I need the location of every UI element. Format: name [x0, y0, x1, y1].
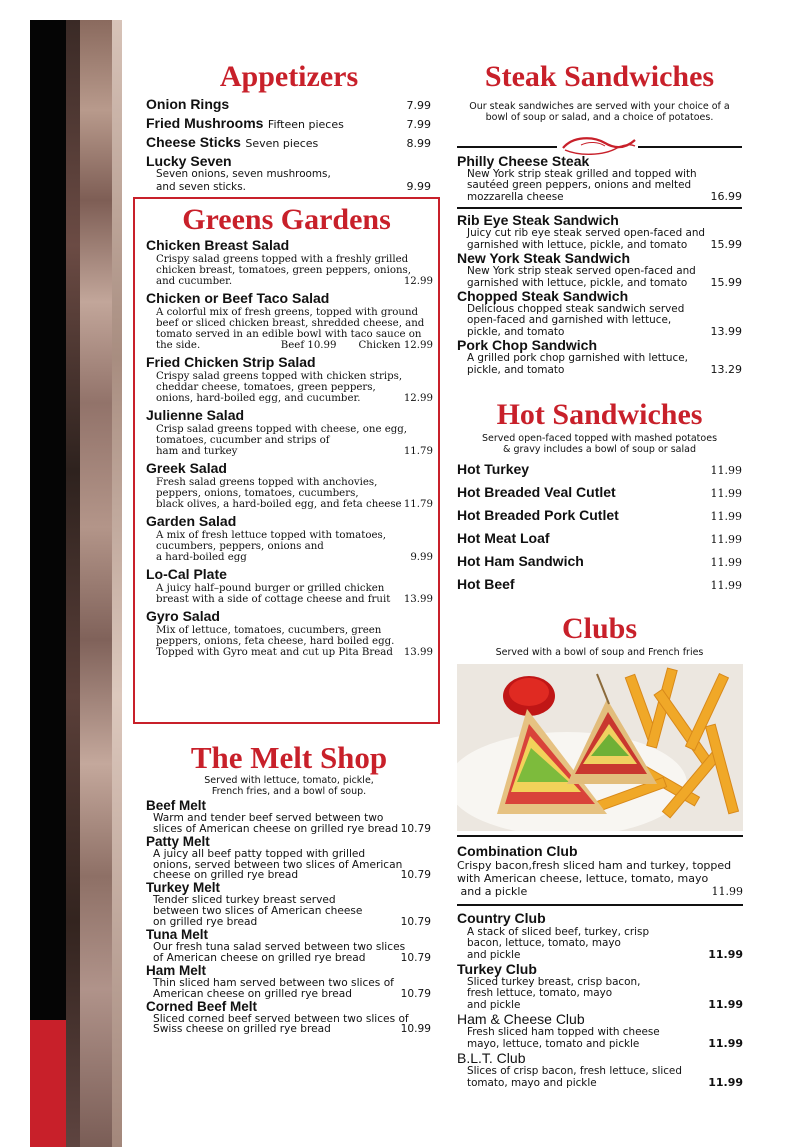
item-desc: Seven onions, seven mushrooms,: [156, 168, 331, 180]
item-price: 10.79: [400, 951, 431, 964]
item-desc-row: [146, 393, 433, 404]
item-desc: garnished with lettuce, pickle, and tomato: [467, 277, 688, 289]
item-desc: Juicy cut rib eye steak served open-faced and: [467, 227, 706, 239]
item-desc: Slices of crisp bacon, fresh lettuce, sliced: [467, 1065, 682, 1077]
list-item: [457, 507, 742, 530]
item-name: Hot Ham Sandwich: [457, 553, 584, 569]
item-name: B.L.T. Club: [457, 1050, 526, 1066]
item-desc: of American cheese on grilled rye bread: [153, 951, 366, 964]
item-price: 10.79: [400, 869, 431, 882]
list-item: [457, 910, 743, 961]
item-desc: garnished with lettuce, pickle, and tomato: [467, 239, 688, 251]
item-price: 11.99: [710, 579, 742, 592]
item-desc: and seven sticks.: [156, 181, 246, 193]
item-name: Fried Chicken Strip Salad: [146, 354, 316, 370]
list-item: [457, 576, 742, 599]
item-desc-row: [146, 499, 433, 510]
steak-subtitle-line: Our steak sandwiches are served with your choice of a: [469, 101, 730, 112]
list-item: [146, 290, 433, 351]
item-desc: A stack of sliced beef, turkey, crisp: [467, 926, 650, 938]
item-desc: mozzarella cheese: [467, 191, 564, 203]
item-name: Tuna Melt: [146, 926, 208, 942]
steak-list: [457, 154, 742, 376]
item-name: Lo-Cal Plate: [146, 566, 227, 582]
item-desc: Crispy bacon,fresh sliced ham and turkey, topped: [457, 859, 732, 872]
item-name: Philly Cheese Steak: [457, 153, 590, 169]
item-desc: Tender sliced turkey breast served: [153, 894, 336, 907]
item-desc: tomatoes, cucumber and strips of: [156, 435, 330, 446]
item-desc: Fresh salad greens topped with anchovies,: [156, 477, 378, 488]
item-desc: Our fresh tuna salad served between two slices: [153, 940, 406, 953]
list-item: [457, 553, 742, 576]
list-item: [146, 134, 431, 153]
item-desc: Thin sliced ham served between two slices of: [153, 976, 394, 989]
steak-subtitle: [457, 101, 742, 123]
item-price: 9.99: [406, 180, 431, 193]
item-name: Chopped Steak Sandwich: [457, 288, 629, 304]
list-item: [457, 289, 742, 338]
item-price: 11.99: [710, 464, 742, 477]
list-item: [146, 835, 431, 882]
steak-subtitle-line: bowl of soup or salad, and a choice of potatoes.: [485, 112, 714, 123]
item-price: 15.99: [710, 238, 742, 251]
item-desc: with American cheese, lettuce, tomato, mayo: [457, 872, 709, 885]
clubs-title: Clubs: [561, 612, 638, 645]
left-border-marble: [66, 20, 122, 1147]
list-item: [146, 513, 433, 563]
item-name: Gyro Salad: [146, 608, 220, 624]
melt-list: [146, 799, 431, 1035]
item-prices: [281, 340, 433, 351]
list-item: [457, 461, 742, 484]
section-rule: [457, 207, 742, 209]
item-desc: Sliced turkey breast, crisp bacon,: [467, 976, 641, 988]
item-desc: bacon, lettuce, tomato, mayo: [467, 937, 621, 949]
item-name: Turkey Melt: [146, 880, 221, 896]
item-price: 13.99: [403, 594, 433, 605]
item-desc: Mix of lettuce, tomatoes, cucumbers, green: [156, 625, 382, 636]
item-note: Fifteen pieces: [267, 118, 344, 131]
list-item: [146, 96, 431, 115]
item-desc: black olives, a hard-boiled egg, and feta cheese: [156, 499, 402, 510]
melt-subtitle-line: French fries, and a bowl of soup.: [211, 786, 367, 797]
item-price-beef: Beef 10.99: [280, 340, 337, 351]
item-name: Turkey Club: [457, 961, 537, 977]
list-item: [457, 484, 742, 507]
item-desc: a hard-boiled egg: [156, 552, 247, 563]
item-desc: Sliced corned beef served between two slices of: [153, 1012, 409, 1025]
item-price: 15.99: [710, 276, 742, 289]
hot-subtitle-line: Served open-faced topped with mashed potatoes: [481, 433, 718, 444]
greens-title: Greens Gardens: [182, 203, 391, 236]
item-name: New York Steak Sandwich: [457, 250, 630, 266]
list-item: [146, 964, 431, 1000]
item-name: Lucky Seven: [146, 153, 232, 169]
item-desc: Warm and tender beef served between two: [153, 812, 384, 824]
item-name: Hot Breaded Pork Cutlet: [457, 507, 619, 523]
item-name: Ham & Cheese Club: [457, 1011, 585, 1027]
item-desc: onions, hard-boiled egg, and cucumber.: [156, 393, 361, 404]
combo-top-rule: [457, 835, 743, 837]
item-desc: cheddar cheese, tomatoes, green peppers,: [156, 382, 376, 393]
item-name: Country Club: [457, 910, 546, 926]
appetizers-title: Appetizers: [219, 60, 359, 93]
item-name: Hot Turkey: [457, 461, 530, 477]
item-price: 11.99: [708, 1037, 743, 1050]
item-desc: New York strip steak served open-faced and: [467, 265, 696, 277]
item-price: 7.99: [406, 99, 431, 112]
list-item: [457, 961, 743, 1011]
item-name: Hot Beef: [457, 576, 515, 592]
item-price: 12.99: [403, 276, 433, 287]
item-name: Chicken Breast Salad: [146, 237, 290, 253]
list-item: [146, 153, 431, 193]
item-price: 9.99: [410, 552, 433, 563]
item-desc: Crisp salad greens topped with cheese, one egg,: [156, 424, 408, 435]
item-desc: peppers, onions, tomatoes, cucumbers,: [156, 488, 359, 499]
item-desc: A juicy half–pound burger or grilled chicken: [156, 583, 385, 594]
item-desc-row: [146, 647, 433, 658]
clubs-subtitle: Served with a bowl of soup and French fries: [495, 647, 704, 658]
item-price: 10.79: [400, 987, 431, 1000]
item-name: Pork Chop Sandwich: [457, 337, 598, 353]
item-name: Cheese Sticks: [146, 134, 241, 150]
item-note: Seven pieces: [245, 137, 319, 150]
list-item: [146, 407, 433, 457]
greens-list: [146, 237, 433, 661]
item-price: 11.99: [708, 948, 743, 961]
item-name: Hot Meat Loaf: [457, 530, 550, 546]
hot-subtitle: [457, 433, 742, 455]
left-border-red: [30, 1020, 66, 1147]
item-desc: A grilled pork chop garnished with lettuce,: [467, 352, 688, 364]
item-desc: breast with a side of cottage cheese and fruit: [156, 594, 391, 605]
item-desc: A colorful mix of fresh greens, topped with ground: [156, 307, 419, 318]
item-desc: American cheese on grilled rye bread: [153, 987, 352, 1000]
hot-list: [457, 461, 742, 599]
item-desc: slices of American cheese on grilled rye bread: [153, 822, 399, 835]
item-desc: sautéed green peppers, onions and melted: [467, 179, 692, 191]
item-price: 12.99: [403, 393, 433, 404]
item-desc-row: [146, 276, 433, 287]
clubs-list: [457, 910, 743, 1089]
item-price: 11.99: [711, 885, 743, 898]
steak-title: Steak Sandwiches: [484, 60, 715, 93]
item-price: 10.79: [400, 822, 431, 835]
item-desc: and a pickle: [457, 885, 528, 898]
list-item: [146, 799, 431, 835]
item-desc: and cucumber.: [156, 276, 233, 287]
item-desc: A mix of fresh lettuce topped with tomatoes,: [156, 530, 386, 541]
item-desc-row: [146, 594, 433, 605]
item-price: 11.99: [710, 510, 742, 523]
item-desc: tomato, mayo and pickle: [467, 1077, 597, 1089]
item-desc-row: [146, 446, 433, 457]
item-price: 7.99: [406, 118, 431, 131]
list-item: [146, 881, 431, 928]
item-desc: Crispy salad greens topped with a freshly grilled: [156, 254, 409, 265]
hot-title: Hot Sandwiches: [496, 398, 703, 431]
list-item: [146, 237, 433, 287]
appetizers-list: [146, 96, 431, 193]
melt-subtitle-line: Served with lettuce, tomato, pickle,: [204, 775, 374, 786]
combo-bottom-rule: [457, 904, 743, 906]
item-name: Ham Melt: [146, 962, 207, 978]
item-price-chicken: Chicken 12.99: [358, 340, 433, 351]
item-desc: pickle, and tomato: [467, 364, 565, 376]
item-desc: New York strip steak grilled and topped with: [467, 168, 697, 180]
item-name: Onion Rings: [146, 96, 230, 112]
item-price: 10.99: [400, 1023, 431, 1036]
item-desc: Swiss cheese on grilled rye bread: [153, 1023, 331, 1036]
list-item: [457, 338, 742, 376]
item-name: Hot Breaded Veal Cutlet: [457, 484, 616, 500]
item-desc: mayo, lettuce, tomato and pickle: [467, 1038, 640, 1050]
list-item: [457, 1050, 743, 1089]
list-item: [457, 1011, 743, 1050]
item-desc: chicken breast, tomatoes, green peppers, onions,: [156, 265, 412, 276]
item-desc-row: [457, 364, 742, 376]
list-item: [146, 354, 433, 404]
item-desc: fresh lettuce, tomato, mayo: [467, 987, 613, 999]
item-price: 11.79: [403, 446, 433, 457]
item-desc-row: [457, 1077, 743, 1089]
list-item: [457, 213, 742, 251]
item-desc: pickle, and tomato: [467, 326, 565, 338]
item-name: Garden Salad: [146, 513, 237, 529]
list-item: [146, 566, 433, 605]
club-sandwich-fries-icon: [457, 664, 743, 831]
item-price: 8.99: [406, 137, 431, 150]
item-desc-row: [146, 989, 431, 1000]
item-name: Patty Melt: [146, 833, 210, 849]
item-name: Greek Salad: [146, 460, 227, 476]
item-desc: cheese on grilled rye bread: [153, 869, 299, 882]
item-desc: open-faced and garnished with lettuce,: [467, 314, 672, 326]
item-price: 10.79: [400, 915, 431, 928]
item-desc-row: [457, 1038, 743, 1050]
item-price: 13.99: [710, 325, 742, 338]
item-price: 11.99: [710, 556, 742, 569]
item-desc: A juicy all beef patty topped with grilled: [153, 847, 366, 860]
item-price: 11.99: [710, 533, 742, 546]
item-name: Julienne Salad: [146, 407, 245, 423]
list-item: [457, 530, 742, 553]
item-price: 13.99: [403, 647, 433, 658]
item-desc: tomato served in an edible bowl with taco sauce on: [156, 329, 422, 340]
item-desc: the side.: [156, 340, 201, 351]
item-desc-row: [146, 340, 433, 351]
list-item: [457, 251, 742, 289]
item-desc: and pickle: [467, 949, 521, 961]
list-item: [146, 460, 433, 510]
item-desc: on grilled rye bread: [153, 915, 258, 928]
item-desc: peppers, onions, feta cheese, hard boiled egg.: [156, 636, 395, 647]
item-price: 13.29: [710, 363, 742, 376]
item-desc: between two slices of American cheese: [153, 905, 363, 918]
list-item: [146, 928, 431, 964]
item-desc: cucumbers, peppers, onions and: [156, 541, 324, 552]
item-desc: and pickle: [467, 999, 521, 1011]
list-item: [146, 608, 433, 658]
item-desc: onions, served between two slices of American: [153, 858, 403, 871]
item-desc: ham and turkey: [156, 446, 238, 457]
item-desc-row: [457, 949, 743, 961]
item-desc-row: [457, 191, 742, 203]
club-sandwich-photo: [457, 664, 743, 831]
item-desc-row: [146, 1024, 431, 1035]
combination-club: [457, 843, 743, 898]
item-name: Fried Mushrooms: [146, 115, 264, 131]
list-item: [146, 1000, 431, 1036]
item-desc-row: [457, 999, 743, 1011]
list-item: [457, 154, 742, 203]
item-name: Corned Beef Melt: [146, 998, 258, 1014]
item-price: 16.99: [710, 190, 742, 203]
item-desc: beef or sliced chicken breast, shredded cheese, and: [156, 318, 425, 329]
item-name: Beef Melt: [146, 798, 207, 813]
item-desc: Fresh sliced ham topped with cheese: [467, 1026, 660, 1038]
item-desc: Delicious chopped steak sandwich served: [467, 303, 685, 315]
item-name: Chicken or Beef Taco Salad: [146, 290, 330, 306]
item-price: 11.99: [708, 998, 743, 1011]
item-price: 11.99: [708, 1076, 743, 1089]
left-border-black: [30, 20, 66, 1147]
item-desc: Topped with Gyro meat and cut up Pita Bread: [156, 647, 393, 658]
melt-title: The Melt Shop: [190, 740, 388, 775]
item-price: 11.99: [710, 487, 742, 500]
item-desc: Crispy salad greens topped with chicken strips,: [156, 371, 403, 382]
item-price: 11.79: [403, 499, 433, 510]
list-item: [146, 115, 431, 134]
item-desc-row: [146, 552, 433, 563]
item-name: Combination Club: [457, 843, 578, 859]
melt-subtitle: [145, 775, 433, 797]
hot-subtitle-line: & gravy includes a bowl of soup or salad: [503, 444, 696, 455]
item-name: Rib Eye Steak Sandwich: [457, 212, 619, 228]
